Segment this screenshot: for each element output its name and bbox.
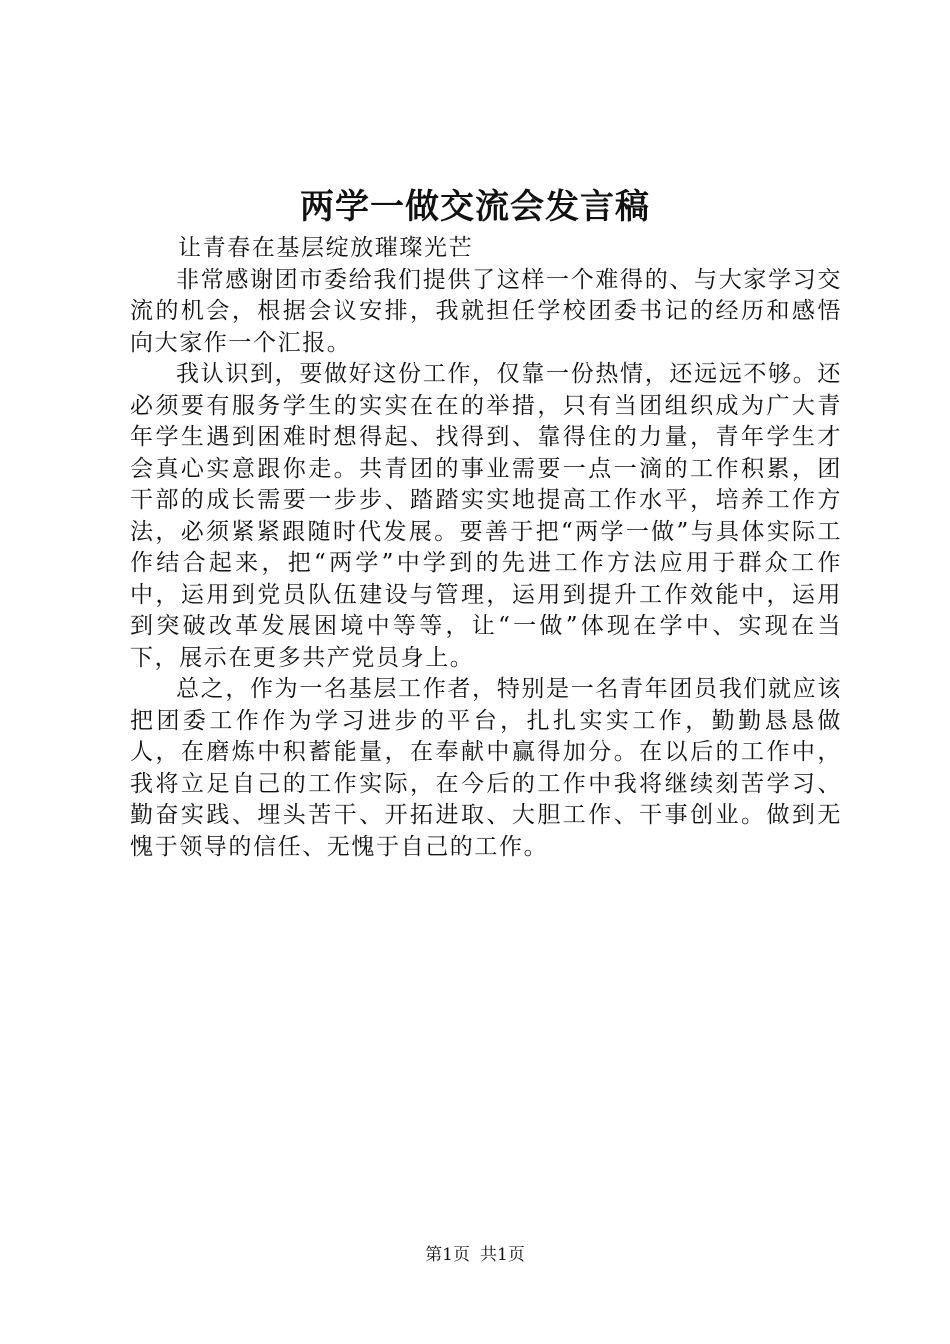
paragraph-understanding: 我认识到，要做好这份工作，仅靠一份热情，还远远不够。还必须要有服务学生的实实在在的举措，只有当团组织成为广大青年学生遇到困难时想得起、找得到、靠得住的力量，青年学生才会真心实意跟你走。共青团的事业需要一点一滴的工作积累，团干部的成长需要一步步、踏踏实实地提高工作水平，培养工作方法，必须紧紧跟随时代发展。要善于把“两学一做”与具体实际工作结合起来，把“两学”中学到的先进工作方法应用于群众工作中，运用到党员队伍建设与管理，运用到提升工作效能中，运用到突破改革发展困境中等等，让“一做”体现在学中、实现在当下，展示在更多共产党员身上。 [130,361,842,671]
paragraph-intro: 非常感谢团市委给我们提供了这样一个难得的、与大家学习交流的机会，根据会议安排，我就担任学校团委书记的经历和感悟向大家作一个汇报。 [130,266,842,356]
page-number-current: 第1页 [425,1245,470,1265]
document-subtitle: 让青春在基层绽放璀璨光芒 [178,235,474,261]
document-title: 两学一做交流会发言稿 [300,187,650,227]
page-number-total: 共1页 [480,1245,525,1265]
paragraph-conclusion: 总之，作为一名基层工作者，特别是一名青年团员我们就应该把团委工作作为学习进步的平台，扎扎实实工作，勤勤恳恳做人，在磨炼中积蓄能量，在奉献中赢得加分。在以后的工作中，我将立足自己的工作实际，在今后的工作中我将继续刻苦学习、勤奋实践、埋头苦干、开拓进取、大胆工作、干事创业。做到无愧于领导的信任、无愧于自己的工作。 [130,676,842,860]
page-footer [0,1244,950,1266]
document-body [130,233,842,863]
